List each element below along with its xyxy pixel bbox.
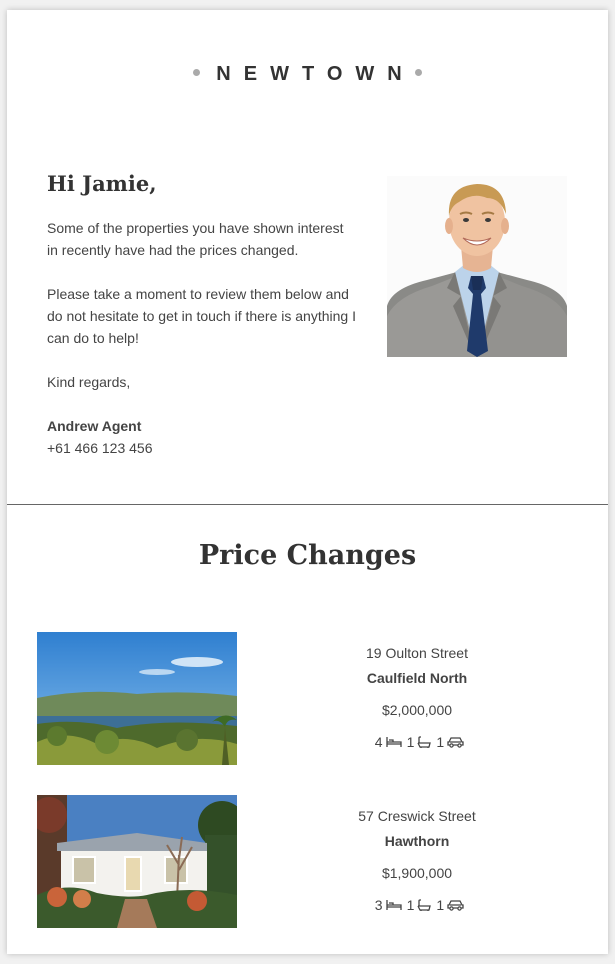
bath-icon (417, 899, 431, 912)
listing-suburb: Caulfield North (366, 670, 468, 686)
bed-icon (386, 899, 402, 911)
car-count: 1 (436, 897, 445, 913)
brand-name: NEWTOWN (216, 63, 415, 85)
email-card (7, 10, 608, 954)
bath-count: 1 (406, 897, 415, 913)
intro-paragraph-1: Some of the properties you have shown interest in recently have had the prices changed. (47, 220, 344, 258)
brand-dot-right (415, 69, 422, 76)
listing-photo-illustration (37, 632, 237, 765)
listing-photo[interactable] (37, 632, 237, 765)
car-icon (447, 736, 464, 748)
listing-features (307, 895, 527, 915)
car-icon (447, 899, 464, 911)
listing-features (307, 732, 527, 752)
listing-info (307, 806, 527, 915)
agent-name: Andrew Agent (47, 418, 142, 434)
listing-item[interactable] (37, 795, 578, 928)
bath-icon (417, 736, 431, 749)
brand-header (7, 62, 608, 86)
brand-dot-left (193, 69, 200, 76)
bath-count: 1 (406, 734, 415, 750)
listing-street: 19 Oulton Street (366, 645, 468, 661)
listing-price: $2,000,000 (381, 702, 453, 718)
listing-suburb: Hawthorn (384, 833, 450, 849)
listing-photo-illustration (37, 795, 237, 928)
bed-icon (386, 736, 402, 748)
greeting-heading: Hi Jamie, (47, 171, 157, 196)
section-title: Price Changes (198, 540, 417, 571)
listing-street: 57 Creswick Street (358, 808, 476, 824)
bed-count: 4 (374, 734, 383, 750)
car-count: 1 (436, 734, 445, 750)
listing-item[interactable] (37, 632, 578, 765)
bed-count: 3 (374, 897, 383, 913)
section-divider (7, 504, 608, 505)
agent-portrait-illustration (387, 176, 567, 357)
listing-price: $1,900,000 (381, 865, 453, 881)
listing-info (307, 643, 527, 752)
agent-phone-link[interactable]: +61 466 123 456 (47, 440, 153, 456)
intro-paragraph-2: Please take a moment to review them below and do not hesitate to get in touch if there is anything I can do to help! (47, 286, 356, 346)
listing-photo[interactable] (37, 795, 237, 928)
signoff-text: Kind regards, (47, 374, 131, 390)
agent-portrait (387, 176, 567, 357)
